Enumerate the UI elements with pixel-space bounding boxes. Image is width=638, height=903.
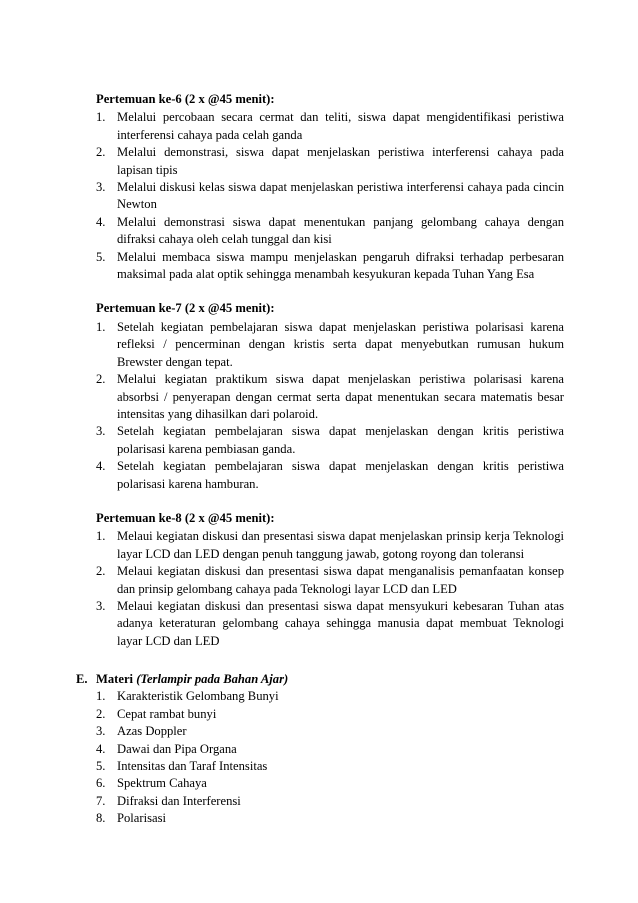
session-7 xyxy=(96,300,564,492)
list-number: 4. xyxy=(96,741,106,756)
list-number: 4. xyxy=(96,459,106,474)
list-text: Setelah kegiatan pembelajaran siswa dapat menjelaskan peristiwa polarisasi karena refleksi / pencerminan dengan kristis serta dapat menyebutkan rumusan hukum Brewster dengan tepat. xyxy=(117,319,564,369)
list-number: 3. xyxy=(96,424,106,439)
list-text: Intensitas dan Taraf Intensitas xyxy=(117,759,268,774)
list-item xyxy=(96,758,566,775)
list-text: Melalui diskusi kelas siswa dapat menjelaskan peristiwa interferensi cahaya pada cincin Newton xyxy=(117,180,564,212)
list-item xyxy=(96,458,564,493)
session-title: Pertemuan ke-7 (2 x @45 menit): xyxy=(96,301,275,316)
list-item xyxy=(96,109,564,144)
session-title: Pertemuan ke-8 (2 x @45 menit): xyxy=(96,510,275,525)
session-8 xyxy=(96,510,564,650)
list-text: Melalui demonstrasi, siswa dapat menjelaskan peristiwa interferensi cahaya pada lapisan tipis xyxy=(117,145,564,177)
list-number: 2. xyxy=(96,372,106,387)
list-item xyxy=(96,688,566,705)
list-number: 7. xyxy=(96,793,106,808)
list-text: Melaui kegiatan diskusi dan presentasi siswa dapat menjelaskan prinsip kerja Teknologi layar LCD dan LED dengan penuh tanggung jawab, gotong royong dan toleransi xyxy=(117,529,564,561)
list-item xyxy=(96,793,566,810)
list-item xyxy=(96,563,564,598)
objective-list xyxy=(96,319,564,493)
materials-section xyxy=(76,671,566,828)
section-title: Materi xyxy=(96,672,134,686)
list-text: Melaui kegiatan diskusi dan presentasi siswa dapat menganalisis pemanfaatan konsep dan prinsip gelombang cahaya pada Teknologi layar LCD dan LED xyxy=(117,564,564,596)
list-text: Difraksi dan Interferensi xyxy=(117,793,241,808)
list-number: 4. xyxy=(96,214,106,229)
list-text: Melaui kegiatan diskusi dan presentasi siswa dapat mensyukuri kebesaran Tuhan atas adanya keteraturan gelombang cahaya sehingga manusia dapat membuat Teknologi layar LCD dan LED xyxy=(117,598,564,648)
section-heading xyxy=(76,671,566,688)
list-text: Spektrum Cahaya xyxy=(117,776,207,791)
list-number: 3. xyxy=(96,180,106,195)
section-note: (Terlampir pada Bahan Ajar) xyxy=(136,672,289,686)
list-text: Melalui demonstrasi siswa dapat menentukan panjang gelombang cahaya dengan difraksi cahaya oleh celah tunggal dan kisi xyxy=(117,214,564,247)
list-text: Melalui percobaan secara cermat dan teliti, siswa dapat mengidentifikasi peristiwa interferensi cahaya pada celah ganda xyxy=(117,110,564,142)
list-number: 5. xyxy=(96,249,106,264)
list-text: Polarisasi xyxy=(117,811,166,826)
list-item xyxy=(96,371,564,423)
list-number: 3. xyxy=(96,724,106,739)
list-number: 6. xyxy=(96,776,106,791)
list-text: Melalui kegiatan praktikum siswa dapat menjelaskan peristiwa polarisasi karena absorbsi / penyerapan dengan cermat serta dapat menentukan secara matematis besar intensitas yang dihasilkan dari polaroid. xyxy=(117,372,564,421)
list-item xyxy=(96,179,564,214)
list-number: 1. xyxy=(96,689,106,704)
list-item xyxy=(96,319,564,371)
list-item xyxy=(96,423,564,458)
list-text: Melalui membaca siswa mampu menjelaskan pengaruh difraksi terhadap perbesaran maksimal pada alat optik sehingga menambah kesyukuran kepada Tuhan Yang Esa xyxy=(117,249,564,282)
list-number: 1. xyxy=(96,110,106,125)
list-text: Setelah kegiatan pembelajaran siswa dapat menjelaskan dengan kritis peristiwa polarisasi karena hamburan. xyxy=(117,459,564,491)
list-item xyxy=(96,144,564,179)
session-title: Pertemuan ke-6 (2 x @45 menit): xyxy=(96,92,275,106)
list-text: Dawai dan Pipa Organa xyxy=(117,741,237,756)
list-number: 5. xyxy=(96,759,106,774)
learning-objectives xyxy=(96,91,564,667)
list-number: 2. xyxy=(96,706,106,721)
list-text: Azas Doppler xyxy=(117,724,187,739)
list-number: 1. xyxy=(96,319,106,334)
list-item xyxy=(96,723,566,740)
list-number: 3. xyxy=(96,598,106,613)
list-number: 2. xyxy=(96,564,106,579)
list-number: 2. xyxy=(96,145,106,160)
list-item xyxy=(96,741,566,758)
list-text: Cepat rambat bunyi xyxy=(117,706,217,721)
list-number: 8. xyxy=(96,811,106,826)
list-item xyxy=(96,528,564,563)
session-6 xyxy=(96,91,564,283)
objective-list xyxy=(96,109,564,283)
list-item xyxy=(96,706,566,723)
list-item xyxy=(96,249,564,284)
list-number: 1. xyxy=(96,529,106,544)
list-item xyxy=(96,810,566,827)
list-item xyxy=(96,214,564,249)
list-text: Setelah kegiatan pembelajaran siswa dapat menjelaskan dengan kritis peristiwa polarisasi karena pembiasan ganda. xyxy=(117,424,564,456)
list-item xyxy=(96,775,566,792)
list-text: Karakteristik Gelombang Bunyi xyxy=(117,689,279,704)
section-letter: E. xyxy=(76,672,88,686)
list-item xyxy=(96,598,564,650)
materials-list xyxy=(76,688,566,827)
objective-list xyxy=(96,528,564,650)
